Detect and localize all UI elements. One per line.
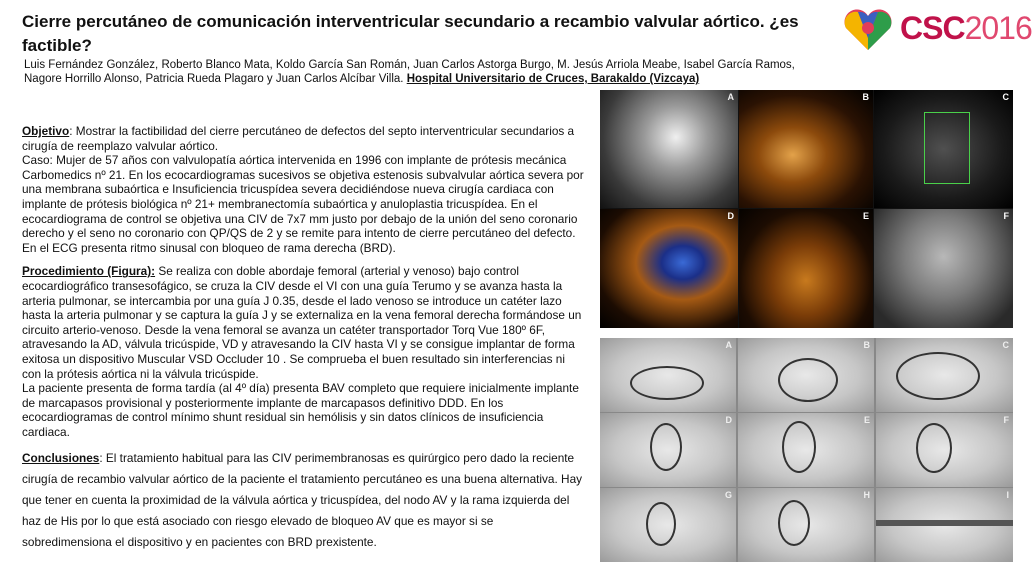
csc-logo bbox=[840, 6, 1032, 56]
authors-names: Luis Fernández González, Roberto Blanco Mata, Koldo García San Román, Juan Carlos Astorga Burgo, M. Jesús Arriola Meabe, Isabel García Ramos, Nagore Horrillo Alonso, Patricia Rueda Plagaro y Juan Carlos Alcíbar Villa. bbox=[24, 59, 795, 85]
fluoro-panel-d: D bbox=[600, 413, 736, 487]
procedimiento-heading: Procedimiento (Figura): bbox=[22, 264, 156, 279]
conclusiones-section bbox=[22, 448, 584, 553]
objetivo-heading: Objetivo bbox=[22, 124, 70, 138]
logo-text: CSC2016 bbox=[900, 10, 1032, 46]
echo-figure bbox=[600, 90, 1013, 328]
caso-text: Caso: Mujer de 57 años con valvulopatía aórtica intervenida en 1996 con implante de prótesis mecánica Carbomedics nº 21. En los ecocardiogramas sucesivos se objetiva estenosis subvalvular aórtica severa por una membrana subaórtica e Insuficiencia tricuspídea severa decidiéndose nueva cirugía cardiaca con implante de prótesis biológica nº 21+ membranectomía subaórtica y anuloplastia tricuspídea. En el ecocardiograma de control se objetiva una CIV de 7x7 mm justo por debajo de la unión del seno coronario derecho y el seno no coronario con QP/QS de 2 y se remite para intento de cierre percutáneo del defecto. En el ECG presenta ritmo sinusal con bloqueo de rama derecha (BRD). bbox=[22, 153, 584, 255]
fluoro-figure bbox=[600, 338, 1013, 562]
fluoro-panel-c: C bbox=[876, 338, 1013, 412]
echo-panel-d: D bbox=[600, 209, 738, 328]
evolucion-text: La paciente presenta de forma tardía (al 4º día) presenta BAV completo que requiere inicialmente implante de marcapasos provisional y posteriormente implante de marcapasos definitivo DDD. En los ecocardiogramas de control mínimo shunt residual sin hemólisis y sin datos clínicos de insuficiencia cardiaca. bbox=[22, 381, 579, 439]
3d-box bbox=[924, 112, 970, 184]
echo-panel-f: F bbox=[874, 209, 1013, 328]
fluoro-panel-g: G bbox=[600, 488, 736, 562]
conclusiones-heading: Conclusiones bbox=[22, 451, 100, 466]
procedimiento-section bbox=[22, 264, 584, 439]
hospital-name: Hospital Universitario de Cruces, Barakaldo (Vizcaya) bbox=[406, 73, 700, 85]
conclusiones-text: : El tratamiento habitual para las CIV perimembranosas es quirúrgico pero dado la reciente cirugía de recambio valvular aórtico de la paciente el tratamiento percutáneo es una buena alternativa. Hay que tener en cuenta la proximidad de la válvula aórtica y tricuspídea, del nodo AV y la rama izquierda del haz de His por lo que está asociado con riesgo elevado de bloqueo AV que es mayor si se sobredimensiona el dispositivo y en pacientes con BRD prexistente. bbox=[22, 451, 583, 550]
echo-panel-a: A bbox=[600, 90, 738, 208]
fluoro-panel-b: B bbox=[738, 338, 874, 412]
procedimiento-text: Se realiza con doble abordaje femoral (arterial y venoso) bajo control ecocardiográfico transesofágico, se cruza la CIV desde el VI con una guía Terumo y se avanza hasta la arteria pulmonar, se intercambia por una guía J 0.35, desde el lado venoso se introduce un catéter lazo hasta la arteria pulmonar y se captura la guía J y se externaliza en la vena femoral derecha formándose un circuito arterio-venoso. Desde la vena femoral se avanza un catéter transportador Torq Vue 180º 6F, atravesando la AD, válvula tricúspide, VD y atravesando la CIV hasta VI y se consigue implantar de forma exitosa un dispositivo Muscular VSD Occluder 10 . Se comprueba el buen resultado sin interferencias ni con la prótesis aórtica ni la válvula tricúspide. bbox=[22, 264, 582, 381]
authors-line bbox=[24, 58, 814, 86]
objetivo-section bbox=[22, 124, 584, 255]
poster-body bbox=[22, 124, 584, 562]
objetivo-text: : Mostrar la factibilidad del cierre percutáneo de defectos del septo interventricular secundarios a cirugía de reemplazo valvular aórtico. bbox=[22, 124, 575, 153]
heart-icon bbox=[842, 8, 894, 52]
fluoro-panel-a: A bbox=[600, 338, 736, 412]
fluoro-panel-f: F bbox=[876, 413, 1013, 487]
poster-title: Cierre percutáneo de comunicación interventricular secundario a recambio valvular aórtico. ¿es factible? bbox=[22, 12, 799, 55]
echo-panel-c: C bbox=[874, 90, 1013, 208]
echo-panel-b: B bbox=[739, 90, 873, 208]
fluoro-panel-e: E bbox=[738, 413, 874, 487]
echo-panel-e: E bbox=[739, 209, 873, 328]
fluoro-panel-h: H bbox=[738, 488, 874, 562]
fluoro-panel-i: I bbox=[876, 488, 1013, 562]
